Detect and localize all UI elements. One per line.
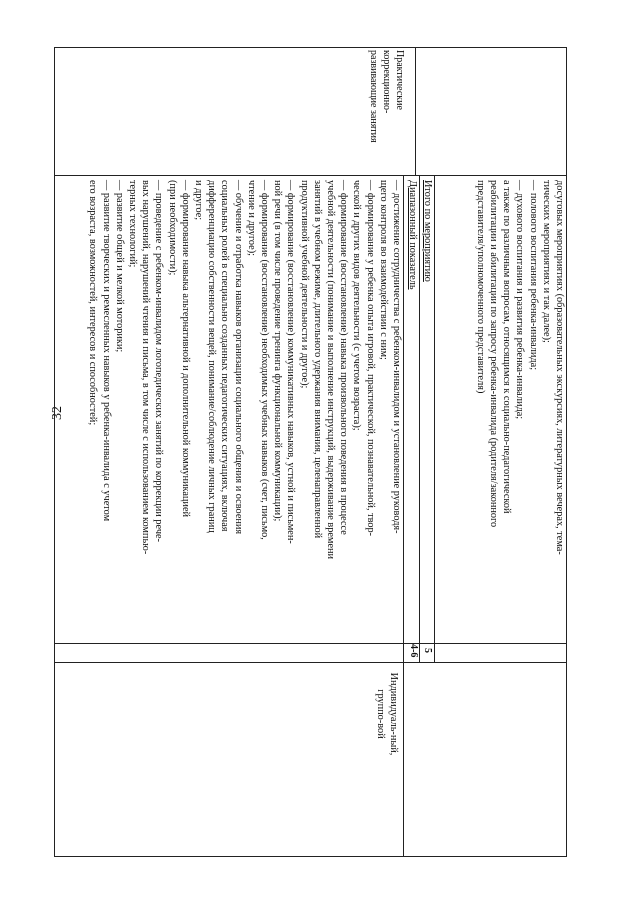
- text-line: а также по различным вопросам, относящимся к социально-педагогической: [501, 180, 513, 514]
- itogo-label: Итого по мероприятию: [422, 180, 433, 282]
- text-line: — духового воспитания и развития ребенка-инвалида;: [514, 180, 526, 420]
- quantity-column: [55, 644, 566, 663]
- section-column: [55, 48, 566, 176]
- itogo-row: [420, 176, 435, 643]
- section-label: Практические коррекционно-развивающие занятия: [368, 50, 405, 143]
- text-line: — развитие общей и мелкой моторики;: [113, 180, 125, 353]
- text-line: — развитие творческих и ремесленных навыков у ребенка-инвалида с учетом: [100, 180, 112, 522]
- format-column: [55, 663, 566, 856]
- text-line: его возраста, возможностей, интересов и способностей;: [87, 180, 99, 426]
- format-label: Индивидуаль-ный, группо-вой: [375, 672, 399, 756]
- text-line: занятий в учебном режиме, длительного удержания внимания, целенаправленной: [311, 180, 323, 539]
- text-line: досуговых мероприятиях (образовательных экскурсиях, литературных вечерах, тема-: [554, 180, 565, 555]
- text-line: дифференциацию собственности вещей, понимание/соблюдение личных границ: [206, 180, 218, 533]
- text-line: вых нарушений, нарушений чтения и письма, в том числе с использованием компью-: [140, 180, 152, 555]
- text-line: — достижение сотрудничества с ребенком-инвалидом и установление руководя-: [391, 180, 402, 534]
- text-line: ной речи (в том числе проведение тренинга функциональной коммуникации);: [272, 180, 284, 522]
- text-line: и другое;: [192, 180, 204, 221]
- text-line: социальных ролей в специально созданных педагогических ситуациях, включая: [219, 180, 231, 532]
- text-line: — обучение и отработка навыков организации социального общения и освоения: [232, 180, 244, 535]
- text-line: представителя/уполномоченного представителя): [474, 180, 486, 394]
- text-line: — формирование (восстановление) коммуникативных навыков, устной и письмен-: [285, 180, 297, 544]
- text-line: — полового воспитания ребенка-инвалида;: [527, 180, 539, 371]
- bottom-text-block: [86, 176, 404, 643]
- top-text-block: [436, 176, 566, 643]
- diapazon-value: 4-6: [408, 644, 419, 658]
- diapazon-row: [405, 176, 420, 643]
- itogo-value: 5: [422, 648, 433, 653]
- text-line: чтение и другое);: [245, 180, 257, 256]
- page-number: 32: [50, 406, 65, 420]
- text-line: реабилитации и абилитации по запросу ребенка-инвалида (родителя/законного: [487, 180, 499, 528]
- text-line: ческой и других видов деятельности (с учетом возраста);: [351, 180, 363, 431]
- text-line: — формирование (восстановление) навыка произвольного поведения в процессе: [338, 180, 350, 535]
- text-line: (при необходимости);: [166, 180, 178, 276]
- text-line: тических мероприятиях и так далее);: [540, 180, 552, 343]
- text-line: терных технологий;: [126, 180, 138, 268]
- text-line: продуктивной учебной деятельности и другое);: [298, 180, 310, 389]
- text-line: учебной деятельности (понимание и выполнение инструкций, выдерживание времени: [324, 180, 336, 560]
- text-line: — формирование (восстановление) необходимых учебных навыков (счет, письмо,: [258, 180, 270, 540]
- diapazon-label: Диапазонный показатель: [407, 180, 418, 290]
- text-line: щего контроля во взаимодействии с ним;: [377, 180, 389, 360]
- program-table: [54, 47, 567, 857]
- text-line: — проведение с ребенком-инвалидом логопедических занятий по коррекции рече-: [153, 180, 165, 543]
- content-column: [55, 176, 566, 644]
- text-line: — формирование навыка альтернативной и дополнительной коммуникацией: [179, 180, 191, 518]
- text-line: — формирование у ребенка опыта игровой, практической, познавательной, твор-: [364, 180, 376, 537]
